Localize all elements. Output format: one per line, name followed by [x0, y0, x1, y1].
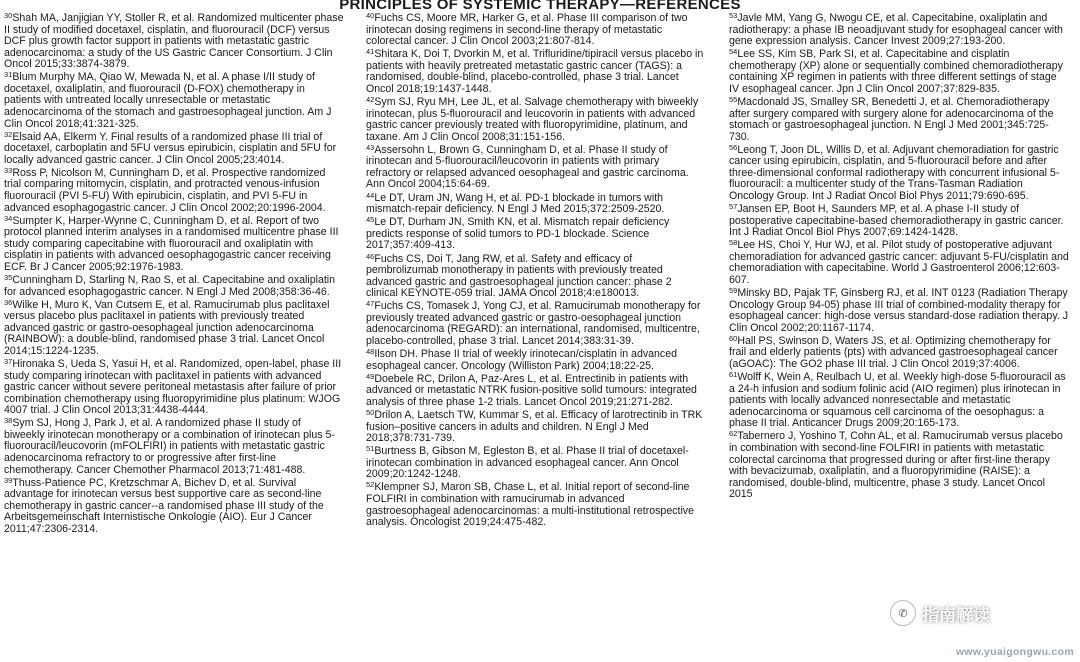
wechat-icon: ✆	[890, 600, 916, 626]
reference-text: Leong T, Joon DL, Willis D, et al. Adjuvant chemoradiation for gastric cancer using epirubicin, cisplatin, and 5-fluorouracil before and after three-dimensional conformal radiotherapy with concurrent infusional 5-fluorouracil: a multicenter study of the Trans-Tasman Radiation Oncology Group. Int J Radiat Oncol Biol Phys 2011;79:690-695.	[729, 143, 1060, 202]
reference-item	[4, 129, 344, 167]
reference-number: 41	[366, 47, 375, 57]
reference-text: Sym SJ, Hong J, Park J, et al. A randomized phase II study of biweekly irinotecan monotherapy or a combination of irinotecan plus 5-fluorouracil/leucovorin (mFOLFIRI) in patients with metastatic gastric adenocarcinoma refractory to or progressive after first-line chemotherapy. Cancer Chemother Pharmacol 2013;71:481-488.	[4, 417, 335, 476]
reference-item	[729, 288, 1069, 334]
reference-text: Fuchs CS, Doi T, Jang RW, et al. Safety and efficacy of pembrolizumab monotherapy in patients with previously treated advanced gastric and gastroesophageal junction cancer: phase 2 clinical KEYNOTE-059 trial. JAMA Oncol 2018;4:e180013.	[366, 252, 672, 300]
reference-item	[729, 240, 1069, 286]
reference-item	[366, 13, 706, 48]
references-column-3	[729, 13, 1069, 502]
reference-number: 52	[366, 480, 375, 490]
reference-text: Javle MM, Yang G, Nwogu CE, et al. Capecitabine, oxaliplatin and radiotherapy: a phase IB neoadjuvant study for esophageal cancer with gene expression analysis. Cancer Invest 2009;27:193-200.	[729, 12, 1063, 48]
reference-text: Hironaka S, Ueda S, Yasui H, et al. Randomized, open-label, phase III study comparing irinotecan with paclitaxel in patients with advanced gastric cancer without severe peritoneal metastasis after failure of prior combination chemotherapy using fluoropyrimidine plus platinum: WJOG 4007 trial. J Clin Oncol 2013;31:4438-4444.	[4, 358, 342, 417]
reference-number: 42	[366, 95, 375, 105]
reference-item	[4, 418, 344, 476]
reference-text: Le DT, Durham JN, Smith KN, et al. Mismatch repair deficiency predicts response of solid tumors to PD-1 blockade. Science 2017;357:409-413.	[366, 216, 670, 252]
reference-text: Macdonald JS, Smalley SR, Benedetti J, et al. Chemoradiotherapy after surgery compared with surgery alone for adenocarcinoma of the stomach or gastroesophageal junction. N Engl J Med 2001;345:725-730.	[729, 96, 1054, 143]
reference-text: Ilson DH. Phase II trial of weekly irinotecan/cisplatin in advanced esophageal cancer. Oncology (Williston Park) 2004;18:22-25.	[366, 348, 678, 372]
reference-text: Wilke H, Muro K, Van Cutsem E, et al. Ramucirumab plus paclitaxel versus placebo plus paclitaxel in patients with previously treated advanced gastric or gastro-oesophageal junction adenocarcinoma (RAINBOW): a double-blind, randomised phase 3 trial. Lancet Oncol 2014;15:1224-1235.	[4, 298, 330, 357]
reference-number: 46	[366, 251, 375, 261]
reference-number: 61	[729, 370, 738, 380]
reference-number: 51	[366, 444, 375, 454]
reference-text: Fuchs CS, Tomasek J, Yong CJ, et al. Ramucirumab monotherapy for previously treated advanced gastric or gastro-oesophageal junction adenocarcinoma (REGARD): an international, randomised, multicentre, placebo-controlled, phase 3 trial. Lancet 2014;383:31-39.	[366, 300, 701, 347]
reference-number: 34	[4, 213, 13, 223]
reference-number: 55	[729, 95, 738, 105]
reference-text: Assersohn L, Brown G, Cunningham D, et al. Phase II study of irinotecan and 5-fluorouracil/leucovorin in patients with primary refractory or relapsed advanced oesophageal and gastric carcinoma. Ann Oncol 2004;15:64-69.	[366, 143, 689, 191]
reference-item	[366, 407, 706, 445]
reference-item	[366, 142, 706, 191]
reference-number: 53	[729, 11, 738, 20]
reference-item	[729, 372, 1069, 430]
reference-number: 44	[366, 190, 375, 200]
reference-number: 60	[729, 333, 738, 343]
reference-text: Lee SS, Kim SB, Park SI, et al. Capecitabine and cisplatin chemotherapy (XP) alone or sequentially combined chemoradiotherapy containing XP regimen in patients with three different settings of stage IV esophageal cancer. Jpn J Clin Oncol 2007;37:829-835.	[729, 48, 1063, 95]
watermark-text: 指南解读	[922, 605, 990, 625]
reference-item	[366, 482, 706, 528]
reference-item	[366, 446, 706, 481]
reference-item	[366, 217, 706, 252]
reference-text: Minsky BD, Pajak TF, Ginsberg RJ, et al. INT 0123 (Radiation Therapy Oncology Group 94-05) phase III trial of combined-modality therapy for esophageal cancer: high-dose versus standard-dose radiation therapy. J Clin Oncol 2002;20:1167-1174.	[729, 287, 1069, 334]
reference-text: Cunningham D, Starling N, Rao S, et al. Capecitabine and oxaliplatin for advanced esophagogastric cancer. N Engl J Med 2008;358:36-46.	[4, 274, 336, 298]
reference-text: Thuss-Patience PC, Kretzschmar A, Bichev D, et al. Survival advantage for irinotecan versus best supportive care as second-line chemotherapy in gastric cancer--a randomised phase III study of the Arbeitsgemeinschaft Internistische Onkologie (AIO). Eur J Cancer 2011;47:2306-2314.	[4, 476, 324, 535]
reference-item	[729, 142, 1069, 203]
reference-number: 58	[729, 238, 738, 248]
reference-item	[4, 359, 344, 417]
reference-item	[729, 49, 1069, 95]
reference-item	[366, 49, 706, 95]
reference-text: Le DT, Uram JN, Wang H, et al. PD-1 blockade in tumors with mismatch-repair deficiency. N Engl J Med 2015;372:2509-2520.	[366, 191, 665, 216]
reference-item	[729, 204, 1069, 239]
reference-text: Drilon A, Laetsch TW, Kummar S, et al. Efficacy of larotrectinib in TRK fusion–positive cancers in adults and children. N Engl J Med 2018;378:731-739.	[366, 408, 703, 445]
reference-item	[4, 475, 344, 536]
reference-text: Burtness B, Gibson M, Egleston B, et al. Phase II trial of docetaxel-irinotecan combination in advanced esophageal cancer. Ann Oncol 2009;20:1242-1248.	[366, 445, 689, 481]
reference-number: 36	[4, 297, 13, 307]
reference-number: 40	[366, 11, 375, 20]
reference-text: Shah MA, Janjigian YY, Stoller R, et al. Randomized multicenter phase II study of modified docetaxel, cisplatin, and fluorouracil (DCF) versus DCF plus growth factor support in patients with metastatic gastric adenocarcinoma: a study of the US Gastric Cancer Consortium. J Clin Oncol 2015;33:3874-3879.	[4, 12, 344, 71]
reference-item	[366, 371, 706, 409]
reference-item	[4, 72, 344, 130]
reference-item	[729, 333, 1069, 371]
watermark	[890, 600, 990, 626]
reference-text: Lee HS, Choi Y, Hur WJ, et al. Pilot study of postoperative adjuvant chemoradiation for advanced gastric cancer: adjuvant 5-FU/cisplatin and chemoradiation with capecitabine. World J Gastroenterol 2006;12:603-607.	[729, 239, 1069, 286]
reference-item	[4, 275, 344, 298]
references-column-1	[4, 13, 344, 537]
reference-number: 39	[4, 475, 13, 485]
reference-number: 48	[366, 347, 375, 357]
reference-number: 47	[366, 299, 375, 309]
reference-text: Sym SJ, Ryu MH, Lee JL, et al. Salvage chemotherapy with biweekly irinotecan, plus 5-fluorouracil and leucovorin in patients with advanced gastric cancer previously treated with fluoropyrimidine, platinum, and taxane. Am J Clin Oncol 2008;31:151-156.	[366, 96, 699, 143]
page-title: PRINCIPLES OF SYSTEMIC THERAPY—REFERENCES	[339, 0, 741, 13]
reference-number: 32	[4, 129, 13, 139]
reference-number: 37	[4, 357, 13, 367]
reference-text: Hall PS, Swinson D, Waters JS, et al. Optimizing chemotherapy for frail and elderly patients (pts) with advanced gastroesophageal cancer (aGOAC): The GO2 phase III trial. J Clin Oncol 2019;37:4006.	[729, 334, 1058, 371]
reference-text: Klempner SJ, Maron SB, Chase L, et al. Initial report of second-line FOLFIRI in combination with ramucirumab in advanced gastroesophageal adenocarcinomas: a multi-institutional retrospective analysis. Oncologist 2019;24:475-482.	[366, 481, 694, 529]
references-column-2	[366, 13, 706, 530]
reference-number: 43	[366, 142, 375, 152]
reference-number: 45	[366, 215, 375, 225]
reference-number: 30	[4, 11, 13, 20]
reference-item	[366, 190, 706, 216]
reference-item	[366, 301, 706, 347]
reference-text: Elsaid AA, Elkerm Y. Final results of a randomized phase III trial of docetaxel, carboplatin and 5FU versus epirubicin, cisplatin and 5FU for locally advanced gastric cancer. J Clin Oncol 2005;23:4014.	[4, 130, 337, 166]
reference-item	[366, 251, 706, 300]
reference-text: Sumpter K, Harper-Wynne C, Cunningham D, et al. Report of two protocol planned interim analyses in a randomised multicentre phase III study comparing capecitabine with fluorouracil and oxaliplatin with cisplatin in patients with advanced oesophagogastric cancer receiving ECF. Br J Cancer 2005;92:1976-1983.	[4, 214, 339, 273]
reference-text: Wolff K, Wein A, Reulbach U, et al. Weekly high-dose 5-fluorouracil as a 24-h infusion and sodium folinic acid (AIO regimen) plus irinotecan in patients with locally advanced nonresectable and metastatic adenocarcinoma or squamous cell carcinoma of the oesophagus: a phase II trial. Anticancer Drugs 2009;20:165-173.	[729, 371, 1066, 430]
reference-number: 59	[729, 286, 738, 296]
site-url: www.yuaigongwu.com	[955, 646, 1074, 658]
reference-text: Jansen EP, Boot H, Saunders MP, et al. A phase I-II study of postoperative capecitabine-based chemoradiotherapy in gastric cancer. Int J Radiat Oncol Biol Phys 2007;69:1424-1428.	[729, 203, 1064, 239]
reference-number: 62	[729, 429, 738, 439]
reference-text: Shitara K, Doi T, Dvorkin M, et al. Trifluridine/tipiracil versus placebo in patients with heavily pretreated metastatic gastric cancer (TAGS): a randomised, double-blind, placebo-controlled, phase 3 trial. Lancet Oncol 2018;19:1437-1448.	[366, 48, 704, 95]
reference-number: 35	[4, 273, 13, 282]
reference-text: Blum Murphy MA, Qiao W, Mewada N, et al. A phase I/II study of docetaxel, oxaliplatin, and fluorouracil (D-FOX) chemotherapy in patients with untreated locally unresectable or metastatic adenocarcinoma of the stomach and gastroesophageal junction. Am J Clin Oncol 2018;41:321-325.	[4, 71, 332, 130]
reference-number: 31	[4, 70, 13, 80]
reference-number: 56	[729, 142, 738, 152]
reference-number: 57	[729, 202, 738, 212]
reference-text: Ross P, Nicolson M, Cunningham D, et al. Prospective randomized trial comparing mitomycin, cisplatin, and protracted venous-infusion fluorouracil (PVI 5-FU) With epirubicin, cisplatin, and PVI 5-FU in advanced esophagogastric cancer. J Clin Oncol 2002;20:1996-2004.	[4, 166, 326, 214]
reference-number: 54	[729, 47, 738, 57]
reference-item	[4, 213, 344, 274]
reference-number: 38	[4, 416, 13, 426]
reference-item	[4, 297, 344, 358]
reference-item	[4, 165, 344, 214]
reference-number: 50	[366, 407, 375, 417]
reference-text: Doebele RC, Drilon A, Paz-Ares L, et al. Entrectinib in patients with advanced or metastatic NTRK fusion-positive solid tumours: integrated analysis of three phase 1-2 trials. Lancet Oncol 2019;21:271-282.	[366, 372, 697, 408]
reference-item	[729, 431, 1069, 500]
reference-item	[729, 97, 1069, 143]
reference-item	[366, 349, 706, 372]
reference-text: Tabernero J, Yoshino T, Cohn AL, et al. Ramucirumab versus placebo in combination with second-line FOLFIRI in patients with metastatic colorectal carcinoma that progressed during or after first-line therapy with bevacizumab, oxaliplatin, and a fluoropyrimidine (RAISE): a randomised, double-blind, multicentre, phase 3 study. Lancet Oncol 2015	[729, 430, 1063, 501]
reference-item	[4, 13, 344, 71]
reference-number: 49	[366, 371, 375, 381]
reference-item	[729, 13, 1069, 48]
reference-number: 33	[4, 165, 13, 175]
reference-item	[366, 97, 706, 143]
reference-text: Fuchs CS, Moore MR, Harker G, et al. Phase III comparison of two irinotecan dosing regimens in second-line therapy of metastatic colorectal cancer. J Clin Oncol 2003;21:807-814.	[366, 12, 688, 48]
